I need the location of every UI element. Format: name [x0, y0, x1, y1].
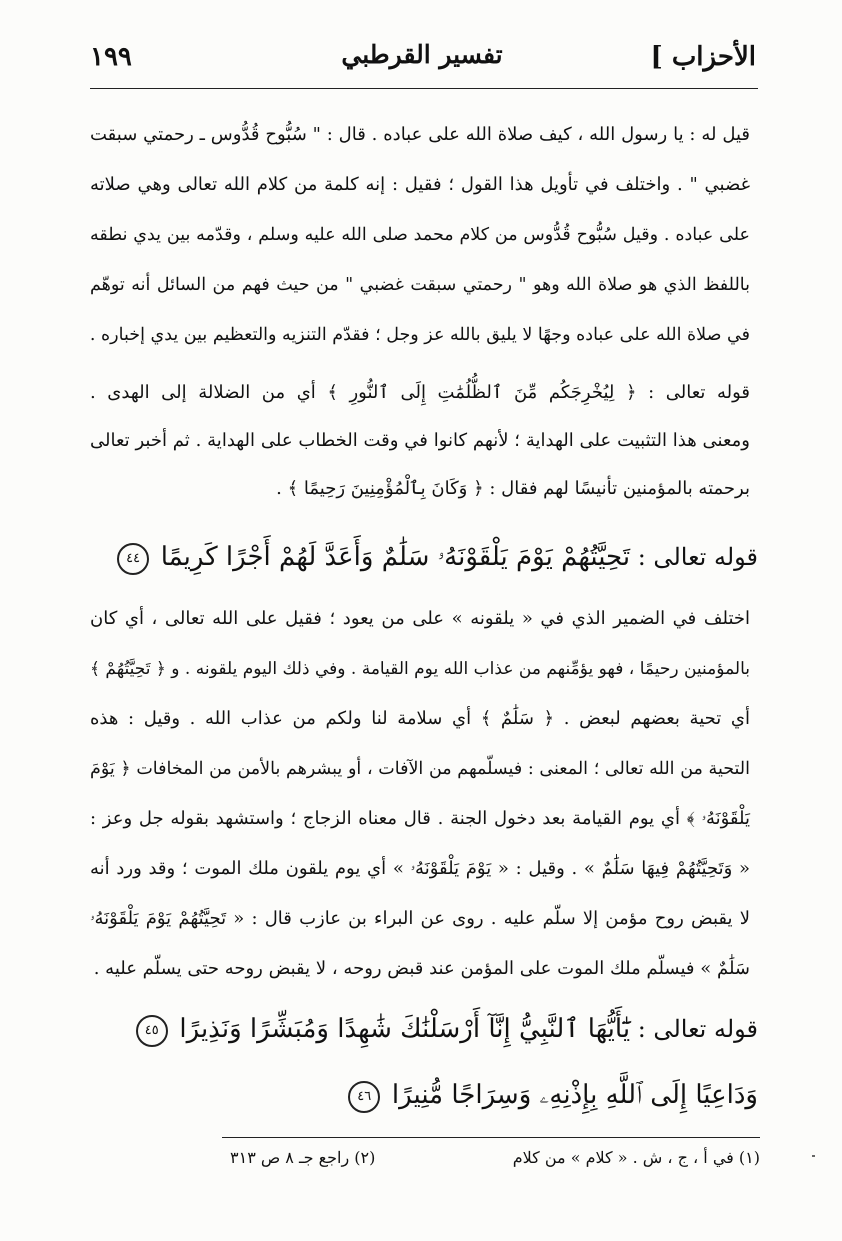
verse-text: وَدَاعِيًا إِلَى ٱللَّهِ بِإِذْنِهِۦ وَسِرَاجًا مُّنِيرًا	[391, 1080, 758, 1110]
text-line: « وَتَحِيَّتُهُمْ فِيهَا سَلَٰمٌ » . وقيل : « يَوْمَ يَلْقَوْنَهُۥ » أي يوم يلقون ملك الموت ؛ وقد ورد أنه	[90, 858, 750, 879]
text-line: ومعنى هذا التثبيت على الهداية ؛ لأنهم كانوا في وقت الخطاب على الهداية . ثم أخبر تعالى	[90, 430, 750, 451]
text-line: لا يقبض روح مؤمن إلا سلّم عليه . روى عن البراء بن عازب قال : « تَحِيَّتُهُمْ يَوْمَ يَلْقَوْنَهُۥ	[90, 908, 750, 929]
footnote-rule	[222, 1137, 760, 1138]
page-header	[88, 38, 756, 88]
verse-intro: قوله تعالى :	[637, 543, 758, 571]
book-title: تفسير القرطبي	[341, 40, 503, 69]
text-line: يَلْقَوْنَهُۥ ﴾ أي يوم القيامة بعد دخول الجنة . قال معناه الزجاج ؛ واستشهد بقوله جل وعز :	[90, 808, 750, 829]
text-line: في صلاة الله على عباده وجهًا لا يليق بالله عز وجل ؛ فقدّم التنزيه والتعظيم بين يدي إخباره .	[89, 325, 750, 345]
text-line: التحية من الله تعالى ؛ المعنى : فيسلّمهم من الآفات ، أو يبشرهم بالأمن من المخافات ﴿ يَوْمَ	[90, 759, 750, 779]
text-line: قيل له : يا رسول الله ، كيف صلاة الله على عباده . قال : " سُبُّوح قُدُّوس ـ رحمتي سبقت	[90, 124, 750, 145]
text-line: أي تحية بعضهم لبعض . ﴿ سَلَٰمٌ ﴾ أي سلامة لنا ولكم من عذاب الله . وقيل : هذه	[90, 708, 750, 729]
text-line: برحمته بالمؤمنين تأنيسًا لهم فقال : ﴿ وَكَانَ بِٱلْمُؤْمِنِينَ رَحِيمًا ﴾ .	[276, 478, 750, 499]
text-line: سَلَٰمٌ » فيسلّم ملك الموت على المؤمن عند قبض روحه ، لا يقبض روحه حتى يسلّم عليه .	[93, 958, 750, 979]
ayah-number-marker: ٤٦	[348, 1081, 380, 1113]
page-number: ١٩٩	[90, 42, 132, 72]
ayah-number-marker: ٤٥	[136, 1015, 168, 1047]
verse-46	[90, 1078, 758, 1113]
text-line: قوله تعالى : ﴿ لِيُخْرِجَكُم مِّنَ ٱلظُّلُمَٰتِ إِلَى ٱلنُّورِ ﴾ أي من الضلالة إلى الهدى .	[90, 382, 750, 403]
verse-text: تَحِيَّتُهُمْ يَوْمَ يَلْقَوْنَهُۥ سَلَٰمٌ وَأَعَدَّ لَهُمْ أَجْرًا كَرِيمًا	[160, 542, 631, 572]
text-line: بالمؤمنين رحيمًا ، فهو يؤمِّنهم من عذاب الله يوم القيامة . وفي ذلك اليوم يلقونه . و ﴿ تَحِيَّتُهُمْ ﴾	[90, 659, 750, 679]
text-line: باللفظ الذي هو صلاة الله وهو " رحمتي سبقت غضبي " من حيث فهم من السائل أنه توهّم	[90, 275, 750, 295]
text-line: على عباده . وقيل سُبُّوح قُدُّوس من كلام محمد صلى الله عليه وسلم ، وقدّمه بين يدي نطقه	[90, 225, 750, 245]
verse-45	[90, 1012, 758, 1047]
ayah-number-marker: ٤٤	[117, 543, 149, 575]
verse-44	[90, 540, 758, 575]
verse-intro: قوله تعالى :	[637, 1015, 758, 1043]
footnote-2: (٢) راجع جـ ٨ ص ٣١٣	[230, 1148, 376, 1167]
footnote-1: (١) في أ ، ج ، ش . « كلام » من كلام	[512, 1148, 760, 1167]
text-line: غضبي " . واختلف في تأويل هذا القول ؛ فقيل : إنه كلمة من كلام الله تعالى وهي صلاته	[90, 174, 750, 195]
section-name: الأحزاب ]	[650, 42, 756, 72]
verse-text: يَٰٓأَيُّهَا ٱلنَّبِيُّ إِنَّآ أَرْسَلْنَٰكَ شَٰهِدًا وَمُبَشِّرًا وَنَذِيرًا	[179, 1014, 631, 1044]
scan-speck	[812, 1155, 815, 1157]
header-rule	[90, 88, 758, 89]
text-line: اختلف في الضمير الذي في « يلقونه » على من يعود ؛ فقيل على الله تعالى ، أي كان	[90, 608, 750, 629]
